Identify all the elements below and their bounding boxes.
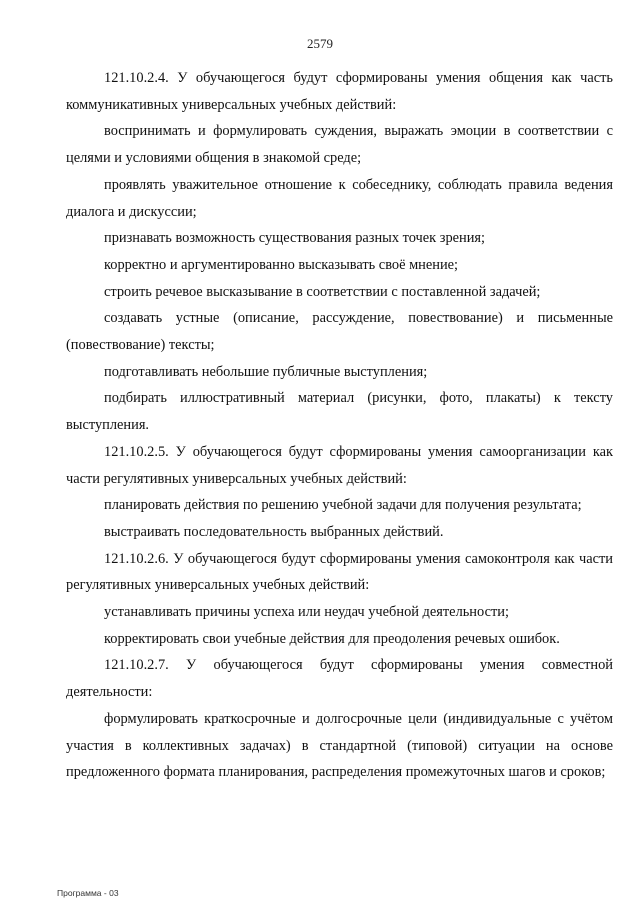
paragraph-section-121-10-2-5: 121.10.2.5. У обучающегося будут сформированы умения самоорганизации как части регулятивных универсальных учебных действий: xyxy=(66,443,613,487)
paragraph-section-121-10-2-4: 121.10.2.4. У обучающегося будут сформированы умения общения как часть коммуникативных универсальных учебных действий: xyxy=(66,70,613,113)
page-number: 2579 xyxy=(307,36,333,51)
document-body xyxy=(66,65,613,786)
paragraph-item: корректировать свои учебные действия для преодоления речевых ошибок. xyxy=(104,630,560,647)
paragraph-item: выстраивать последовательность выбранных действий. xyxy=(104,523,444,540)
paragraph-item: формулировать краткосрочные и долгосрочные цели (индивидуальные с учётом участия в коллективных задачах) в стандартной (типовой) ситуации на основе предложенного формата планирования, распределения промежуточных шагов и сроков; xyxy=(66,710,613,781)
paragraph-item: создавать устные (описание, рассуждение, повествование) и письменные (повествование) тексты; xyxy=(66,310,613,354)
paragraph-item: подбирать иллюстративный материал (рисунки, фото, плакаты) к тексту выступления. xyxy=(66,390,613,434)
paragraph-item: устанавливать причины успеха или неудач учебной деятельности; xyxy=(104,604,509,621)
paragraph-item: строить речевое высказывание в соответствии с поставленной задачей; xyxy=(104,283,541,300)
paragraph-item: планировать действия по решению учебной задачи для получения результата; xyxy=(104,497,582,514)
paragraph-item: подготавливать небольшие публичные выступления; xyxy=(104,363,428,380)
footer-label: Программа - 03 xyxy=(57,888,119,898)
paragraph-item: проявлять уважительное отношение к собеседнику, соблюдать правила ведения диалога и дискуссии; xyxy=(66,176,613,220)
paragraph-section-121-10-2-7: 121.10.2.7. У обучающегося будут сформированы умения совместной деятельности: xyxy=(66,657,613,701)
paragraph-item: корректно и аргументированно высказывать своё мнение; xyxy=(104,256,459,273)
paragraph-section-121-10-2-6: 121.10.2.6. У обучающегося будут сформированы умения самоконтроля как части регулятивных универсальных учебных действий: xyxy=(66,550,613,594)
paragraph-item: воспринимать и формулировать суждения, выражать эмоции в соответствии с целями и условиями общения в знакомой среде; xyxy=(66,123,613,167)
paragraph-item: признавать возможность существования разных точек зрения; xyxy=(104,230,486,247)
